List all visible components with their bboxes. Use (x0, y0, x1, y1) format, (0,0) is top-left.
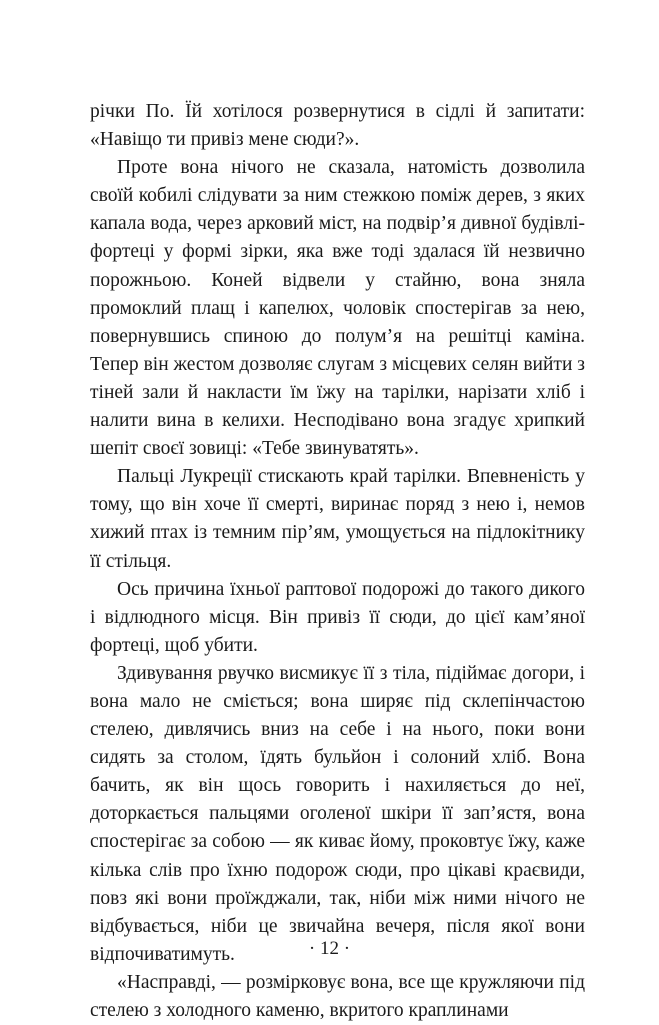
paragraph: Здивування рвучко висмикує її з тіла, підіймає догори, і вона мало не сміється; вона ширяє під склепінчастою стелею, дивлячись вниз на себе і на нього, поки вони сидять за столом, їдять бульйон і солоний хліб. Вона бачить, як він щось говорить і нахиляється до неї, доторкається пальцями оголеної шкіри її зап’ястя, вона спостерігає за собою — як киває йому, проковтує їжу, каже кілька слів про їхню подорож сюди, про цікаві краєвиди, повз які вони проїжджали, так, ніби між ними нічого не відбувається, ніби це звичайна вечеря, після якої вони відпочиватимуть. (90, 662, 585, 965)
page-number: · 12 · (308, 938, 351, 959)
paragraph: Пальці Лукреції стискають край тарілки. Впевненість у тому, що він хоче її смерті, виринає поряд з нею і, немов хижий птах із темним пір’ям, умощується на підлокітнику її стільця. (90, 466, 585, 572)
paragraph: «Насправді, — розмірковує вона, все ще кружляючи під стелею з холодного каменю, вкритого краплинами (90, 971, 585, 1021)
paragraph: Проте вона нічого не сказала, натомість дозволила своїй кобилі слідувати за ним стежкою поміж дерев, з яких капала вода, через арковий міст, на подвір’я дивної будівлі-фортеці у формі зірки, яка вже тоді здалася їй незвично порожньою. Коней відвели у стайню, вона зняла промоклий плащ і капелюх, чоловік спостерігав за нею, повернувшись спиною до полум’я на решітці каміна. Тепер він жестом дозволяє слугам з місцевих селян вийти з тіней зали й накласти їм їжу на тарілки, нарізати хліб і налити вина в келихи. Несподівано вона згадує хрипкий шепіт своєї зовиці: «Тебе звинуватять». (90, 157, 585, 460)
body-text (90, 98, 585, 1025)
paragraph: Ось причина їхньої раптової подорожі до такого дикого і відлюдного місця. Він привіз її сюди, до цієї кам’яної фортеці, щоб убити. (90, 578, 585, 656)
paragraph-continuation: річки По. Їй хотілося розвернутися в сідлі й запитати: «Навіщо ти привіз мене сюди?». (90, 101, 585, 151)
